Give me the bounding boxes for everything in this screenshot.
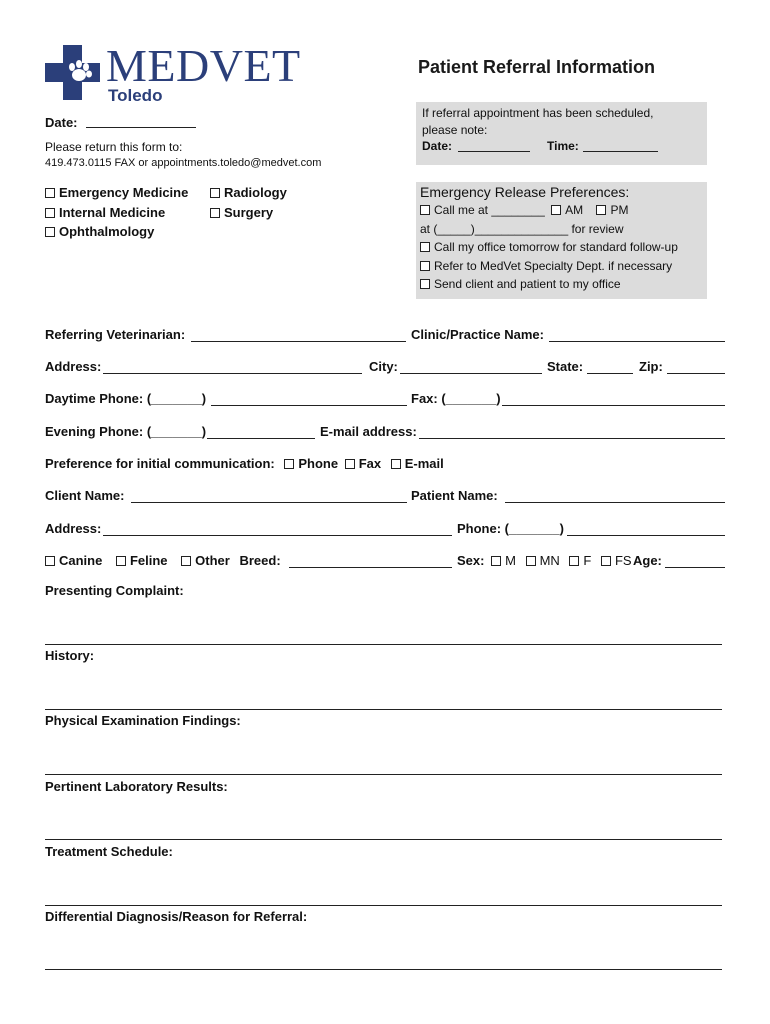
- patient-name-input[interactable]: [505, 488, 725, 503]
- client-name-label: Client Name:: [45, 488, 125, 503]
- referring-vet-input[interactable]: [191, 327, 406, 342]
- physical-exam-label: Physical Examination Findings:: [45, 713, 241, 728]
- dept-internal-label: Internal Medicine: [59, 205, 166, 220]
- evening-phone-label: Evening Phone: (_______): [45, 424, 207, 439]
- sex-fs-label: FS: [614, 553, 632, 568]
- zip-input[interactable]: [667, 359, 725, 374]
- age-label: Age:: [633, 553, 662, 568]
- release-box: [416, 182, 707, 299]
- preference-row: [45, 456, 444, 471]
- lab-results-input[interactable]: [45, 839, 722, 840]
- brand-location: Toledo: [108, 86, 163, 105]
- dept-radiology-label: Radiology: [224, 185, 287, 200]
- age-input[interactable]: [665, 553, 725, 568]
- city-label: City:: [369, 359, 398, 374]
- differential-diagnosis-input[interactable]: [45, 969, 722, 970]
- fax-label: Fax: (_______): [411, 391, 501, 406]
- phone-input[interactable]: [567, 521, 725, 536]
- address2-label: Address:: [45, 521, 102, 536]
- return-text: Please return this form to:: [45, 140, 183, 154]
- treatment-schedule-label: Treatment Schedule:: [45, 844, 173, 859]
- release-at-line: at (_____)______________ for review: [420, 222, 624, 236]
- treatment-schedule-input[interactable]: [45, 905, 722, 906]
- release-call-office-label: Call my office tomorrow for standard follow-up: [434, 240, 678, 254]
- checkbox[interactable]: [420, 205, 430, 215]
- feline-label: Feline: [129, 553, 168, 568]
- checkbox[interactable]: [420, 242, 430, 252]
- appointment-line2: please note:: [422, 123, 488, 137]
- release-pm-label: PM: [610, 203, 629, 217]
- release-heading: Emergency Release Preferences:: [420, 184, 630, 200]
- appointment-line1: If referral appointment has been scheduled,: [422, 106, 654, 120]
- checkbox[interactable]: [45, 188, 55, 198]
- address-input[interactable]: [103, 359, 362, 374]
- appointment-date-input[interactable]: [458, 139, 530, 152]
- dept-emergency[interactable]: [45, 185, 188, 200]
- dept-surgery[interactable]: [210, 205, 273, 220]
- checkbox[interactable]: [45, 208, 55, 218]
- state-input[interactable]: [587, 359, 633, 374]
- pref-fax-label: Fax: [358, 456, 382, 471]
- preference-label: Preference for initial communication:: [45, 456, 275, 471]
- checkbox[interactable]: [116, 556, 126, 566]
- release-refer[interactable]: [420, 259, 672, 273]
- pref-email-label: E-mail: [404, 456, 444, 471]
- release-call-me[interactable]: [420, 203, 628, 217]
- pref-phone-label: Phone: [298, 456, 339, 471]
- state-label: State:: [547, 359, 584, 374]
- release-call-office[interactable]: [420, 240, 678, 254]
- dept-internal[interactable]: [45, 205, 165, 220]
- checkbox[interactable]: [420, 279, 430, 289]
- appointment-time-label: Time:: [547, 139, 579, 153]
- breed-input[interactable]: [289, 553, 452, 568]
- zip-label: Zip:: [639, 359, 663, 374]
- physical-exam-input[interactable]: [45, 774, 722, 775]
- checkbox[interactable]: [45, 227, 55, 237]
- dept-surgery-label: Surgery: [224, 205, 274, 220]
- sex-label: Sex:: [457, 553, 485, 568]
- checkbox[interactable]: [526, 556, 536, 566]
- checkbox[interactable]: [181, 556, 191, 566]
- cross-paw-icon: [45, 45, 100, 100]
- contact-text: 419.473.0115 FAX or appointments.toledo@medvet.com: [45, 157, 322, 169]
- date-field: [45, 115, 78, 130]
- dept-ophthalmology-label: Ophthalmology: [59, 224, 155, 239]
- sex-mn-label: MN: [539, 553, 560, 568]
- daytime-phone-label: Daytime Phone: (_______): [45, 391, 207, 406]
- appointment-box: [416, 102, 707, 165]
- appointment-time-input[interactable]: [583, 139, 658, 152]
- dept-ophthalmology[interactable]: [45, 224, 154, 239]
- address-label: Address:: [45, 359, 102, 374]
- release-call-me-label: Call me at ________: [434, 203, 545, 217]
- evening-phone-input[interactable]: [207, 424, 315, 439]
- checkbox[interactable]: [210, 188, 220, 198]
- checkbox[interactable]: [391, 459, 401, 469]
- presenting-complaint-input[interactable]: [45, 644, 722, 645]
- daytime-phone-input[interactable]: [211, 391, 407, 406]
- differential-diagnosis-label: Differential Diagnosis/Reason for Referral:: [45, 909, 308, 924]
- dept-emergency-label: Emergency Medicine: [59, 185, 189, 200]
- checkbox[interactable]: [601, 556, 611, 566]
- checkbox[interactable]: [345, 459, 355, 469]
- email-label: E-mail address:: [320, 424, 417, 439]
- lab-results-label: Pertinent Laboratory Results:: [45, 779, 228, 794]
- clinic-label: Clinic/Practice Name:: [411, 327, 544, 342]
- brand-name: MEDVET: [106, 40, 301, 91]
- city-input[interactable]: [400, 359, 542, 374]
- checkbox[interactable]: [491, 556, 501, 566]
- checkbox[interactable]: [420, 261, 430, 271]
- phone-label: Phone: (_______): [457, 521, 564, 536]
- canine-label: Canine: [59, 553, 103, 568]
- other-label: Other: [195, 553, 230, 568]
- release-send-client-label: Send client and patient to my office: [434, 277, 621, 291]
- date-input-line[interactable]: [86, 114, 196, 128]
- checkbox[interactable]: [210, 208, 220, 218]
- checkbox[interactable]: [284, 459, 294, 469]
- patient-name-label: Patient Name:: [411, 488, 498, 503]
- referring-vet-label: Referring Veterinarian:: [45, 327, 186, 342]
- client-name-input[interactable]: [131, 488, 407, 503]
- sex-f-label: F: [583, 553, 592, 568]
- checkbox[interactable]: [569, 556, 579, 566]
- address2-input[interactable]: [103, 521, 452, 536]
- release-refer-label: Refer to MedVet Specialty Dept. if necessary: [434, 259, 673, 273]
- date-label: Date:: [45, 115, 78, 130]
- clinic-input[interactable]: [549, 327, 725, 342]
- sex-m-label: M: [505, 553, 516, 568]
- fax-input[interactable]: [502, 391, 725, 406]
- presenting-complaint-label: Presenting Complaint:: [45, 583, 184, 598]
- dept-radiology[interactable]: [210, 185, 287, 200]
- checkbox[interactable]: [551, 205, 561, 215]
- checkbox[interactable]: [45, 556, 55, 566]
- release-am-label: AM: [565, 203, 584, 217]
- page-title: Patient Referral Information: [418, 57, 656, 77]
- breed-label: Breed:: [239, 553, 281, 568]
- release-send-client[interactable]: [420, 277, 621, 291]
- sex-row: [457, 553, 632, 568]
- checkbox[interactable]: [596, 205, 606, 215]
- email-input[interactable]: [419, 424, 725, 439]
- history-input[interactable]: [45, 709, 722, 710]
- history-label: History:: [45, 648, 95, 663]
- appointment-date-label: Date:: [422, 139, 453, 153]
- species-row: [45, 553, 281, 568]
